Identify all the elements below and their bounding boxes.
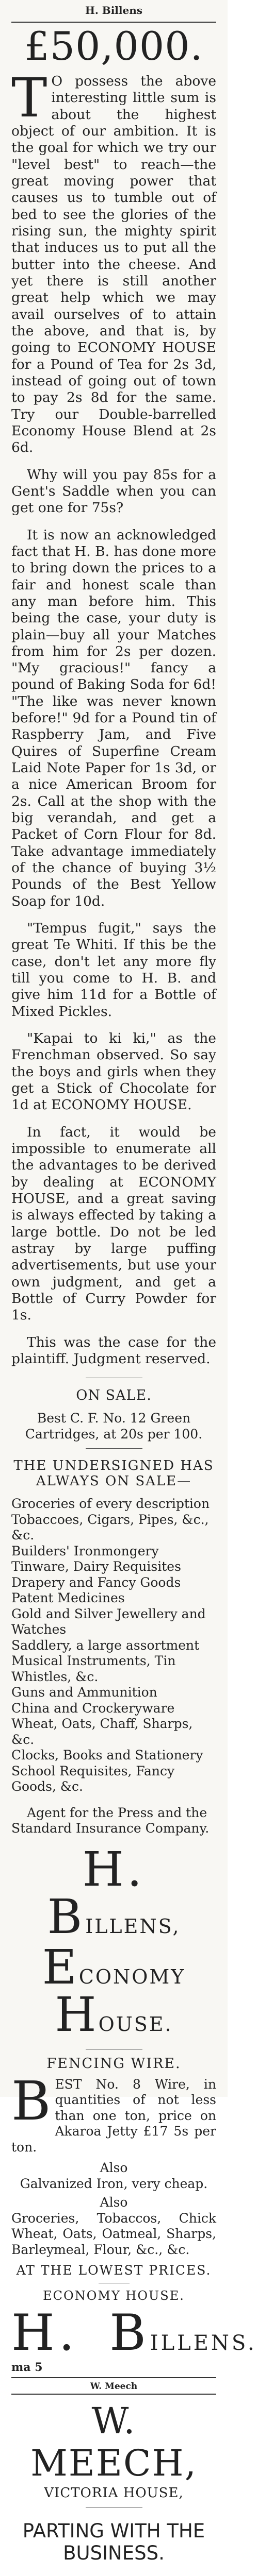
goods-list-item: Guns and Ammunition <box>11 1685 157 1700</box>
paragraph: "Kapai to ki ki," as the Frenchman observed. So say the boys and girls when they get a Stick of Chocolate for 1d at ECONOMY HOUSE. <box>11 1030 216 1113</box>
goods-list-item: China and Crockeryware <box>11 1700 175 1716</box>
divider <box>86 1448 142 1449</box>
sign-surname: ILLENS. <box>150 2331 257 2355</box>
paragraph: In fact, it would be impossible to enumerate all the advantages to be derived by dealing at ECONOMY HOUSE, and a great saving is always effected by taking a large bottle. Do not be led astray by large puffing advertisements, but use your own judgment, and get a Bottle of Curry Powder for 1s. <box>11 1124 216 1324</box>
fencing-wire-title: FENCING WIRE. <box>46 2055 181 2072</box>
goods-list-item: Builders' Ironmongery <box>11 1543 159 1558</box>
section-header: H. Billens <box>85 4 143 16</box>
meech-name: W. MEECH, <box>30 2400 197 2485</box>
paragraph: This was the case for the plaintiff. Judgment reserved. <box>11 1334 216 1367</box>
divider <box>11 22 216 23</box>
meech-advert <box>0 2377 228 2576</box>
sign-word: CONOMY <box>78 1965 186 1988</box>
victoria-house: VICTORIA HOUSE, <box>44 2485 184 2501</box>
advert-body <box>11 66 216 1367</box>
paragraph: "Tempus fugit," says the great Te Whiti. If this be the case, don't let any more fly till you come to H. B. and give him 11d for a Bottle of Mixed Pickles. <box>11 920 216 1020</box>
headline-price: £50,000. <box>24 23 203 69</box>
sign-letter: E <box>42 1939 79 1995</box>
undersigned-title: THE UNDERSIGNED HAS ALWAYS ON SALE— <box>13 1458 214 1489</box>
wire-text <box>11 2069 216 2156</box>
economy-house: ECONOMY HOUSE. <box>43 2289 185 2303</box>
divider <box>11 2377 216 2378</box>
signature-name <box>11 1841 216 1944</box>
paragraph <box>11 66 216 456</box>
sign-letter: H <box>55 1987 99 2042</box>
goods-list-item: Patent Medicines <box>11 1590 125 1606</box>
sign-word: OUSE. <box>98 2012 173 2036</box>
economy-house-sign <box>11 1939 216 2042</box>
on-sale-title: ON SALE. <box>76 1387 152 1404</box>
sign-initial: H. <box>11 2304 79 2362</box>
goods-list-item: Drapery and Fancy Goods <box>11 1574 181 1590</box>
goods-list-item: Gold and Silver Jewellery and Watches <box>11 1606 206 1637</box>
groceries-text: Groceries, Tobaccos, Chick Wheat, Oats, Oatmeal, Sharps, Barleymeal, Flour, &c., &c. <box>11 2210 216 2257</box>
paragraph: Why will you pay 85s for a Gent's Saddle when you can get one for 75s? <box>11 466 216 516</box>
goods-list-item: Tobaccoes, Cigars, Pipes, &c., &c. <box>11 1512 209 1543</box>
paragraph-text: O possess the above interesting little sum is about the highest object of our ambition. It is the goal for which we try our "level best" to reach—the great moving power that causes us to tumble out of bed to see the glories of the rising sun, the mighty spirit that induces us to put all the butter into the cheese. And yet there is still another great help which we may avail ourselves of to attain the above, and that is, by going to ECONOMY HOUSE for a Pound of Tea for 2s 3d, instead of going out of town to pay 2s 8d for the same. Try our Double-barrelled Economy House Blend at 2s 6d. <box>11 73 216 456</box>
agent-text: Agent for the Press and the Standard Insurance Company. <box>11 1805 210 1836</box>
drop-cap: T <box>11 66 47 129</box>
goods-list-item: Saddlery, a large assortment <box>11 1637 200 1653</box>
sign-initials: H. B <box>47 1841 146 1944</box>
also-label: Also <box>100 2195 128 2210</box>
on-sale-text: Best C. F. No. 12 Green Cartridges, at 20s per 100. <box>25 1411 203 1442</box>
goods-list-item: Wheat, Oats, Chaff, Sharps, &c. <box>11 1716 193 1747</box>
also-label: Also <box>100 2160 128 2176</box>
fencing-wire-advert <box>0 2049 257 2375</box>
galvanized-text: Galvanized Iron, very cheap. <box>20 2176 208 2191</box>
sign-initial: B <box>109 2304 150 2362</box>
billens-signature <box>11 2304 257 2362</box>
divider <box>11 2394 216 2395</box>
parting-notice: PARTING WITH THE BUSINESS. <box>22 2520 205 2565</box>
sign-surname: ILLENS, <box>85 1914 181 1938</box>
paragraph: It is now an acknowledged fact that H. B. has done more to bring down the prices to a fair and honest scale than any man before him. This being the case, your duty is plain—buy all your Matches from him for 2s per dozen. "My gracious!" fancy a pound of Baking Soda for 6d! "The like was never known before!" 9d for a Pound tin of Raspberry Jam, and Five Quires of Superfine Cream Laid Note Paper for 1s 3d, or a nice American Broom for 2s. Call at the shop with the big verandah, and get a Packet of Corn Flour for 8d. Take advantage immediately of the chance of buying 3½ Pounds of the Best Yellow Soap for 10d. <box>11 527 216 909</box>
goods-list-item: Groceries of every description <box>11 1496 210 1512</box>
goods-list-item: Musical Instruments, Tin Whistles, &c. <box>11 1653 176 1684</box>
drop-cap: B <box>11 2069 51 2132</box>
selling-off-line <box>11 2572 216 2576</box>
wire-description: EST No. 8 Wire, in quantities of not less than one ton, price on Akaroa Jetty £17 5s per ton. <box>11 2076 216 2155</box>
goods-list <box>11 1496 216 1795</box>
goods-list-item: School Requisites, Fancy Goods, &c. <box>11 1763 175 1794</box>
section-header: W. Meech <box>90 2381 138 2392</box>
goods-list-item: Clocks, Books and Stationery <box>11 1748 203 1763</box>
issue-code: ma 5 <box>11 2361 43 2375</box>
selling-off-list <box>11 2572 216 2576</box>
goods-list-item: Tinware, Dairy Requisites <box>11 1559 181 1574</box>
lowest-prices: AT THE LOWEST PRICES. <box>16 2263 212 2278</box>
